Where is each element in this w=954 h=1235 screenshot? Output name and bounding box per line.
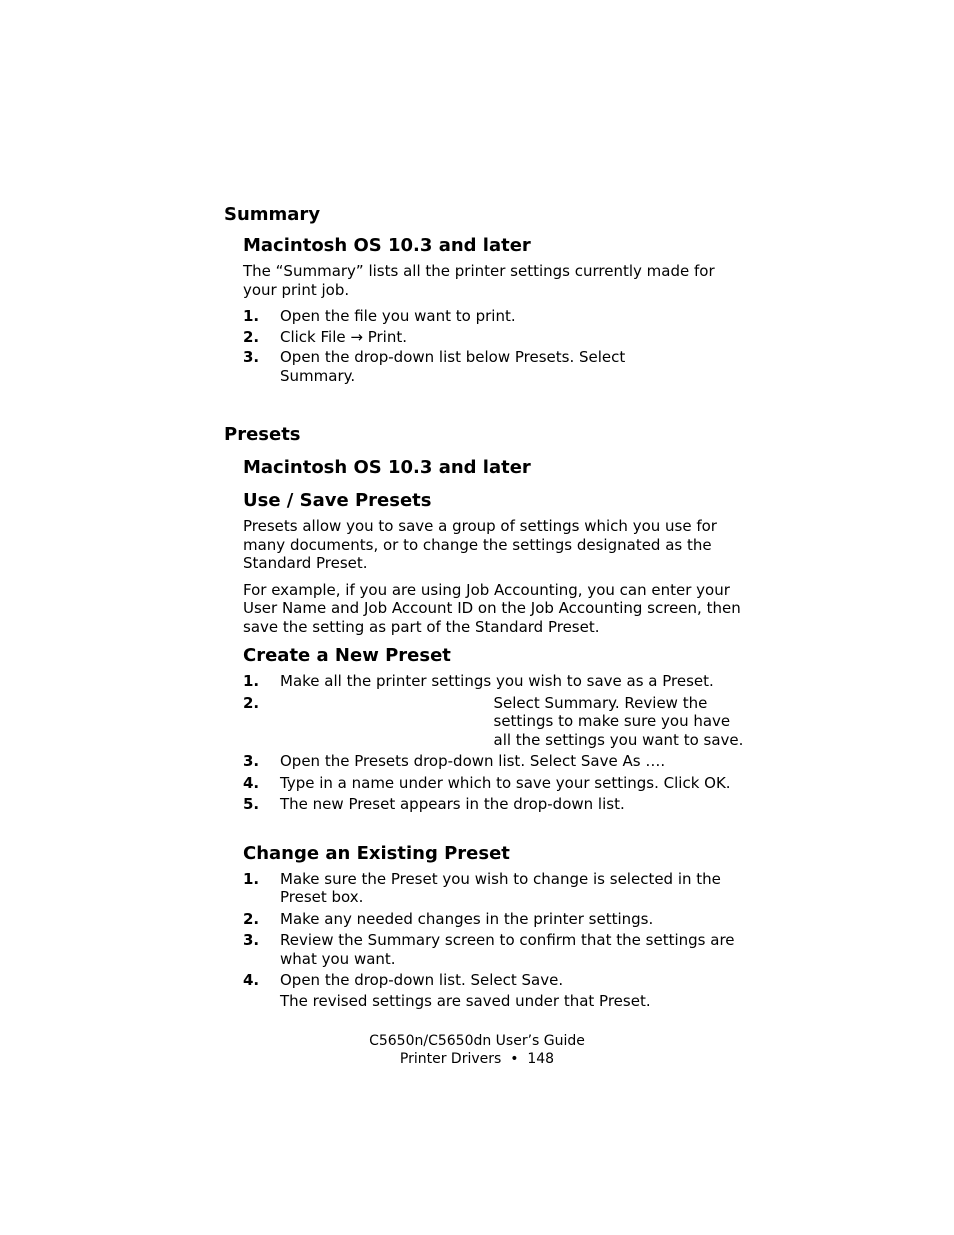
step-number: 2. bbox=[243, 327, 260, 346]
step-text: The new Preset appears in the drop-down list. bbox=[280, 795, 625, 813]
change-preset-steps bbox=[243, 870, 744, 990]
presets-paragraph-2: For example, if you are using Job Accounting, you can enter your User Name and Job Account ID on the Job Accounting screen, then save the setting as part of the Standard Preset. bbox=[243, 580, 741, 636]
list-item bbox=[243, 348, 744, 385]
step-number: 1. bbox=[243, 869, 260, 888]
summary-intro: The “Summary” lists all the printer settings currently made for your print job. bbox=[243, 262, 715, 299]
step-text: Select Summary. Review the settings to make sure you have all the settings you want to save. bbox=[493, 693, 744, 749]
list-item bbox=[243, 910, 744, 929]
step-number: 1. bbox=[243, 672, 260, 690]
step-text: Make all the printer settings you wish to save as a Preset. bbox=[280, 672, 714, 690]
step-text: Open the Presets drop-down list. Select Save As …. bbox=[280, 752, 666, 770]
summary-steps bbox=[243, 307, 744, 385]
list-item bbox=[243, 795, 744, 814]
list-item bbox=[243, 672, 744, 691]
step-number: 4. bbox=[243, 773, 260, 792]
step-number: 2. bbox=[243, 693, 260, 712]
list-item bbox=[243, 870, 744, 907]
list-item bbox=[243, 774, 744, 793]
list-item bbox=[243, 307, 744, 326]
step-number: 2. bbox=[243, 909, 260, 928]
list-item bbox=[243, 694, 744, 750]
create-preset-heading: Create a New Preset bbox=[243, 645, 451, 666]
list-item bbox=[243, 931, 744, 968]
step-text: Make sure the Preset you wish to change is selected in the Preset box. bbox=[280, 869, 721, 906]
step-number: 5. bbox=[243, 795, 260, 813]
step-text: Open the drop-down list. Select Save. bbox=[280, 971, 564, 989]
page-content bbox=[224, 203, 744, 1010]
summary-heading: Summary bbox=[224, 204, 321, 225]
presets-heading: Presets bbox=[224, 424, 301, 445]
list-item bbox=[243, 328, 744, 347]
step-text: Review the Summary screen to confirm that the settings are what you want. bbox=[280, 931, 735, 968]
create-preset-steps bbox=[243, 672, 744, 814]
step-number: 4. bbox=[243, 971, 260, 989]
step-text: Click File → Print. bbox=[280, 327, 407, 346]
step-text: Type in a name under which to save your settings. Click OK. bbox=[280, 773, 731, 792]
footer-guide-title: C5650n/C5650dn User’s Guide bbox=[369, 1033, 585, 1049]
footer-section-page: Printer Drivers • 148 bbox=[399, 1051, 555, 1067]
change-preset-heading: Change an Existing Preset bbox=[243, 842, 510, 864]
list-item bbox=[243, 752, 744, 771]
presets-os-heading: Macintosh OS 10.3 and later bbox=[243, 457, 531, 478]
presets-paragraph-1: Presets allow you to save a group of settings which you use for many documents, or to change the settings designated as the Standard Preset. bbox=[243, 517, 717, 572]
step-text: Make any needed changes in the printer settings. bbox=[280, 909, 654, 928]
step-text: Open the drop-down list below Presets. Select Summary. bbox=[280, 348, 626, 385]
use-save-presets-heading: Use / Save Presets bbox=[243, 490, 432, 511]
summary-os-heading: Macintosh OS 10.3 and later bbox=[243, 235, 531, 256]
step-number: 3. bbox=[243, 931, 260, 949]
change-preset-note: The revised settings are saved under that Preset. bbox=[280, 991, 651, 1010]
list-item bbox=[243, 971, 744, 990]
step-number: 1. bbox=[243, 307, 260, 325]
step-text: Open the file you want to print. bbox=[280, 307, 516, 325]
step-number: 3. bbox=[243, 348, 260, 366]
step-number: 3. bbox=[243, 752, 260, 770]
